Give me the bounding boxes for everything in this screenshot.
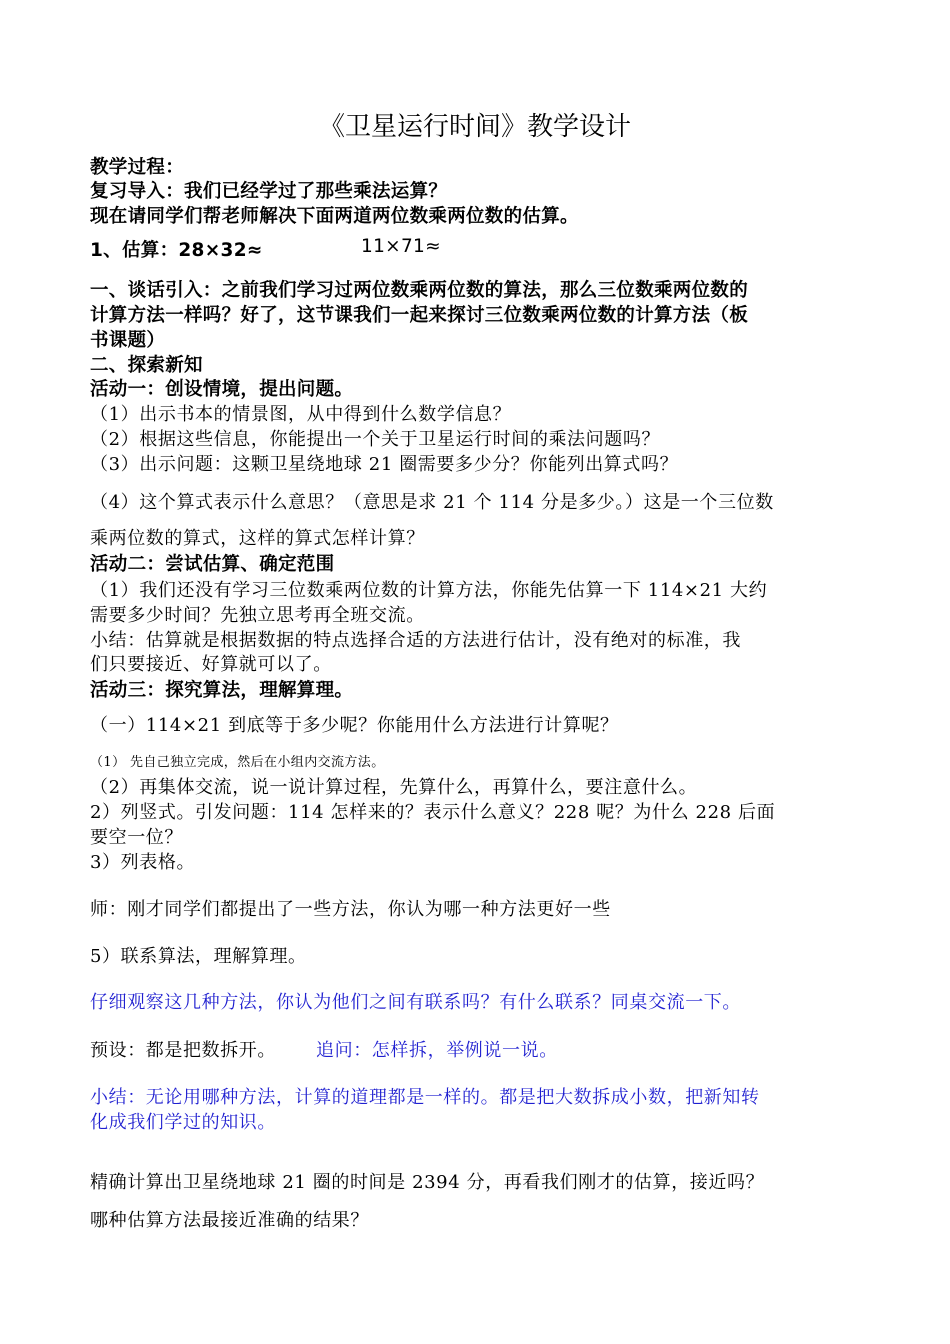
activity-3-step-2: （2）再集体交流，说一说计算过程，先算什么，再算什么，要注意什么。 <box>90 777 698 798</box>
summary-line-2: 化成我们学过的知识。 <box>90 1112 276 1133</box>
estimation-item-2: 11×71≈ <box>361 236 441 257</box>
activity-1-step-4-line-2: 乘两位数的算式，这样的算式怎样计算？ <box>90 528 425 549</box>
connect-methods-step: 5）联系算法，理解算理。 <box>90 946 307 967</box>
activity-1-step-3: （3）出示问题：这颗卫星绕地球 21 圈需要多少分？你能列出算式吗？ <box>90 454 679 475</box>
observe-methods-prompt: 仔细观察这几种方法，你认为他们之间有联系吗？有什么联系？同桌交流一下。 <box>90 992 741 1013</box>
intro-paragraph-line-1: 一、谈话引入：之前我们学习过两位数乘两位数的算法，那么三位数乘两位数的 <box>90 280 749 301</box>
section-heading-explore: 二、探索新知 <box>90 355 203 376</box>
activity-1-step-2: （2）根据这些信息，你能提出一个关于卫星运行时间的乘法问题吗？ <box>90 429 661 450</box>
section-heading-process: 教学过程： <box>90 157 185 178</box>
activity-3-vertical-line-1: 2）列竖式。引发问题：114 怎样来的？表示什么意义？228 呢？为什么 228 后面 <box>90 802 776 823</box>
follow-up-question: 追问：怎样拆，举例说一说。 <box>316 1040 558 1061</box>
activity-3-vertical-line-2: 要空一位？ <box>90 827 183 848</box>
activity-3-table-step: 3）列表格。 <box>90 852 196 873</box>
activity-1-step-1: （1）出示书本的情景图，从中得到什么数学信息？ <box>90 404 512 425</box>
activity-2-heading: 活动二：尝试估算、确定范围 <box>90 554 335 575</box>
estimation-item-1: 1、估算：28×32≈ <box>90 240 263 261</box>
teacher-question: 师：刚才同学们都提出了一些方法，你认为哪一种方法更好一些 <box>90 899 611 920</box>
review-intro-line: 复习导入：我们已经学过了那些乘法运算？ <box>90 181 448 202</box>
intro-paragraph-line-3: 书课题） <box>90 330 166 351</box>
activity-2-summary-line-1: 小结：估算就是根据数据的特点选择合适的方法进行估计，没有绝对的标准，我 <box>90 630 741 651</box>
activity-2-summary-line-2: 们只要接近、好算就可以了。 <box>90 654 332 675</box>
document-title: 《卫星运行时间》教学设计 <box>318 112 631 142</box>
preset-answer: 预设：都是把数拆开。 <box>90 1040 276 1061</box>
summary-line-1: 小结：无论用哪种方法，计算的道理都是一样的。都是把大数拆成小数，把新知转 <box>90 1087 760 1108</box>
exact-calculation-line-1: 精确计算出卫星绕地球 21 圈的时间是 2394 分，再看我们刚才的估算，接近吗？ <box>90 1172 765 1193</box>
activity-3-step-1: （1） 先自己独立完成，然后在小组内交流方法。 <box>90 755 385 770</box>
activity-2-step-1-line-1: （1）我们还没有学习三位数乘两位数的计算方法，你能先估算一下 114×21 大约 <box>90 580 768 601</box>
activity-1-step-4-line-1: （4）这个算式表示什么意思？（意思是求 21 个 114 分是多少。）这是一个三位数 <box>90 492 774 513</box>
activity-3-question: （一）114×21 到底等于多少呢？你能用什么方法进行计算呢？ <box>90 715 619 736</box>
activity-1-heading: 活动一：创设情境，提出问题。 <box>90 379 354 400</box>
exact-calculation-line-2: 哪种估算方法最接近准确的结果？ <box>90 1210 369 1231</box>
intro-paragraph-line-2: 计算方法一样吗？好了，这节课我们一起来探讨三位数乘两位数的计算方法（板 <box>90 305 749 326</box>
activity-2-step-1-line-2: 需要多少时间？先独立思考再全班交流。 <box>90 605 425 626</box>
activity-3-heading: 活动三：探究算法，理解算理。 <box>90 680 354 701</box>
estimation-prompt-line: 现在请同学们帮老师解决下面两道两位数乘两位数的估算。 <box>90 206 579 227</box>
